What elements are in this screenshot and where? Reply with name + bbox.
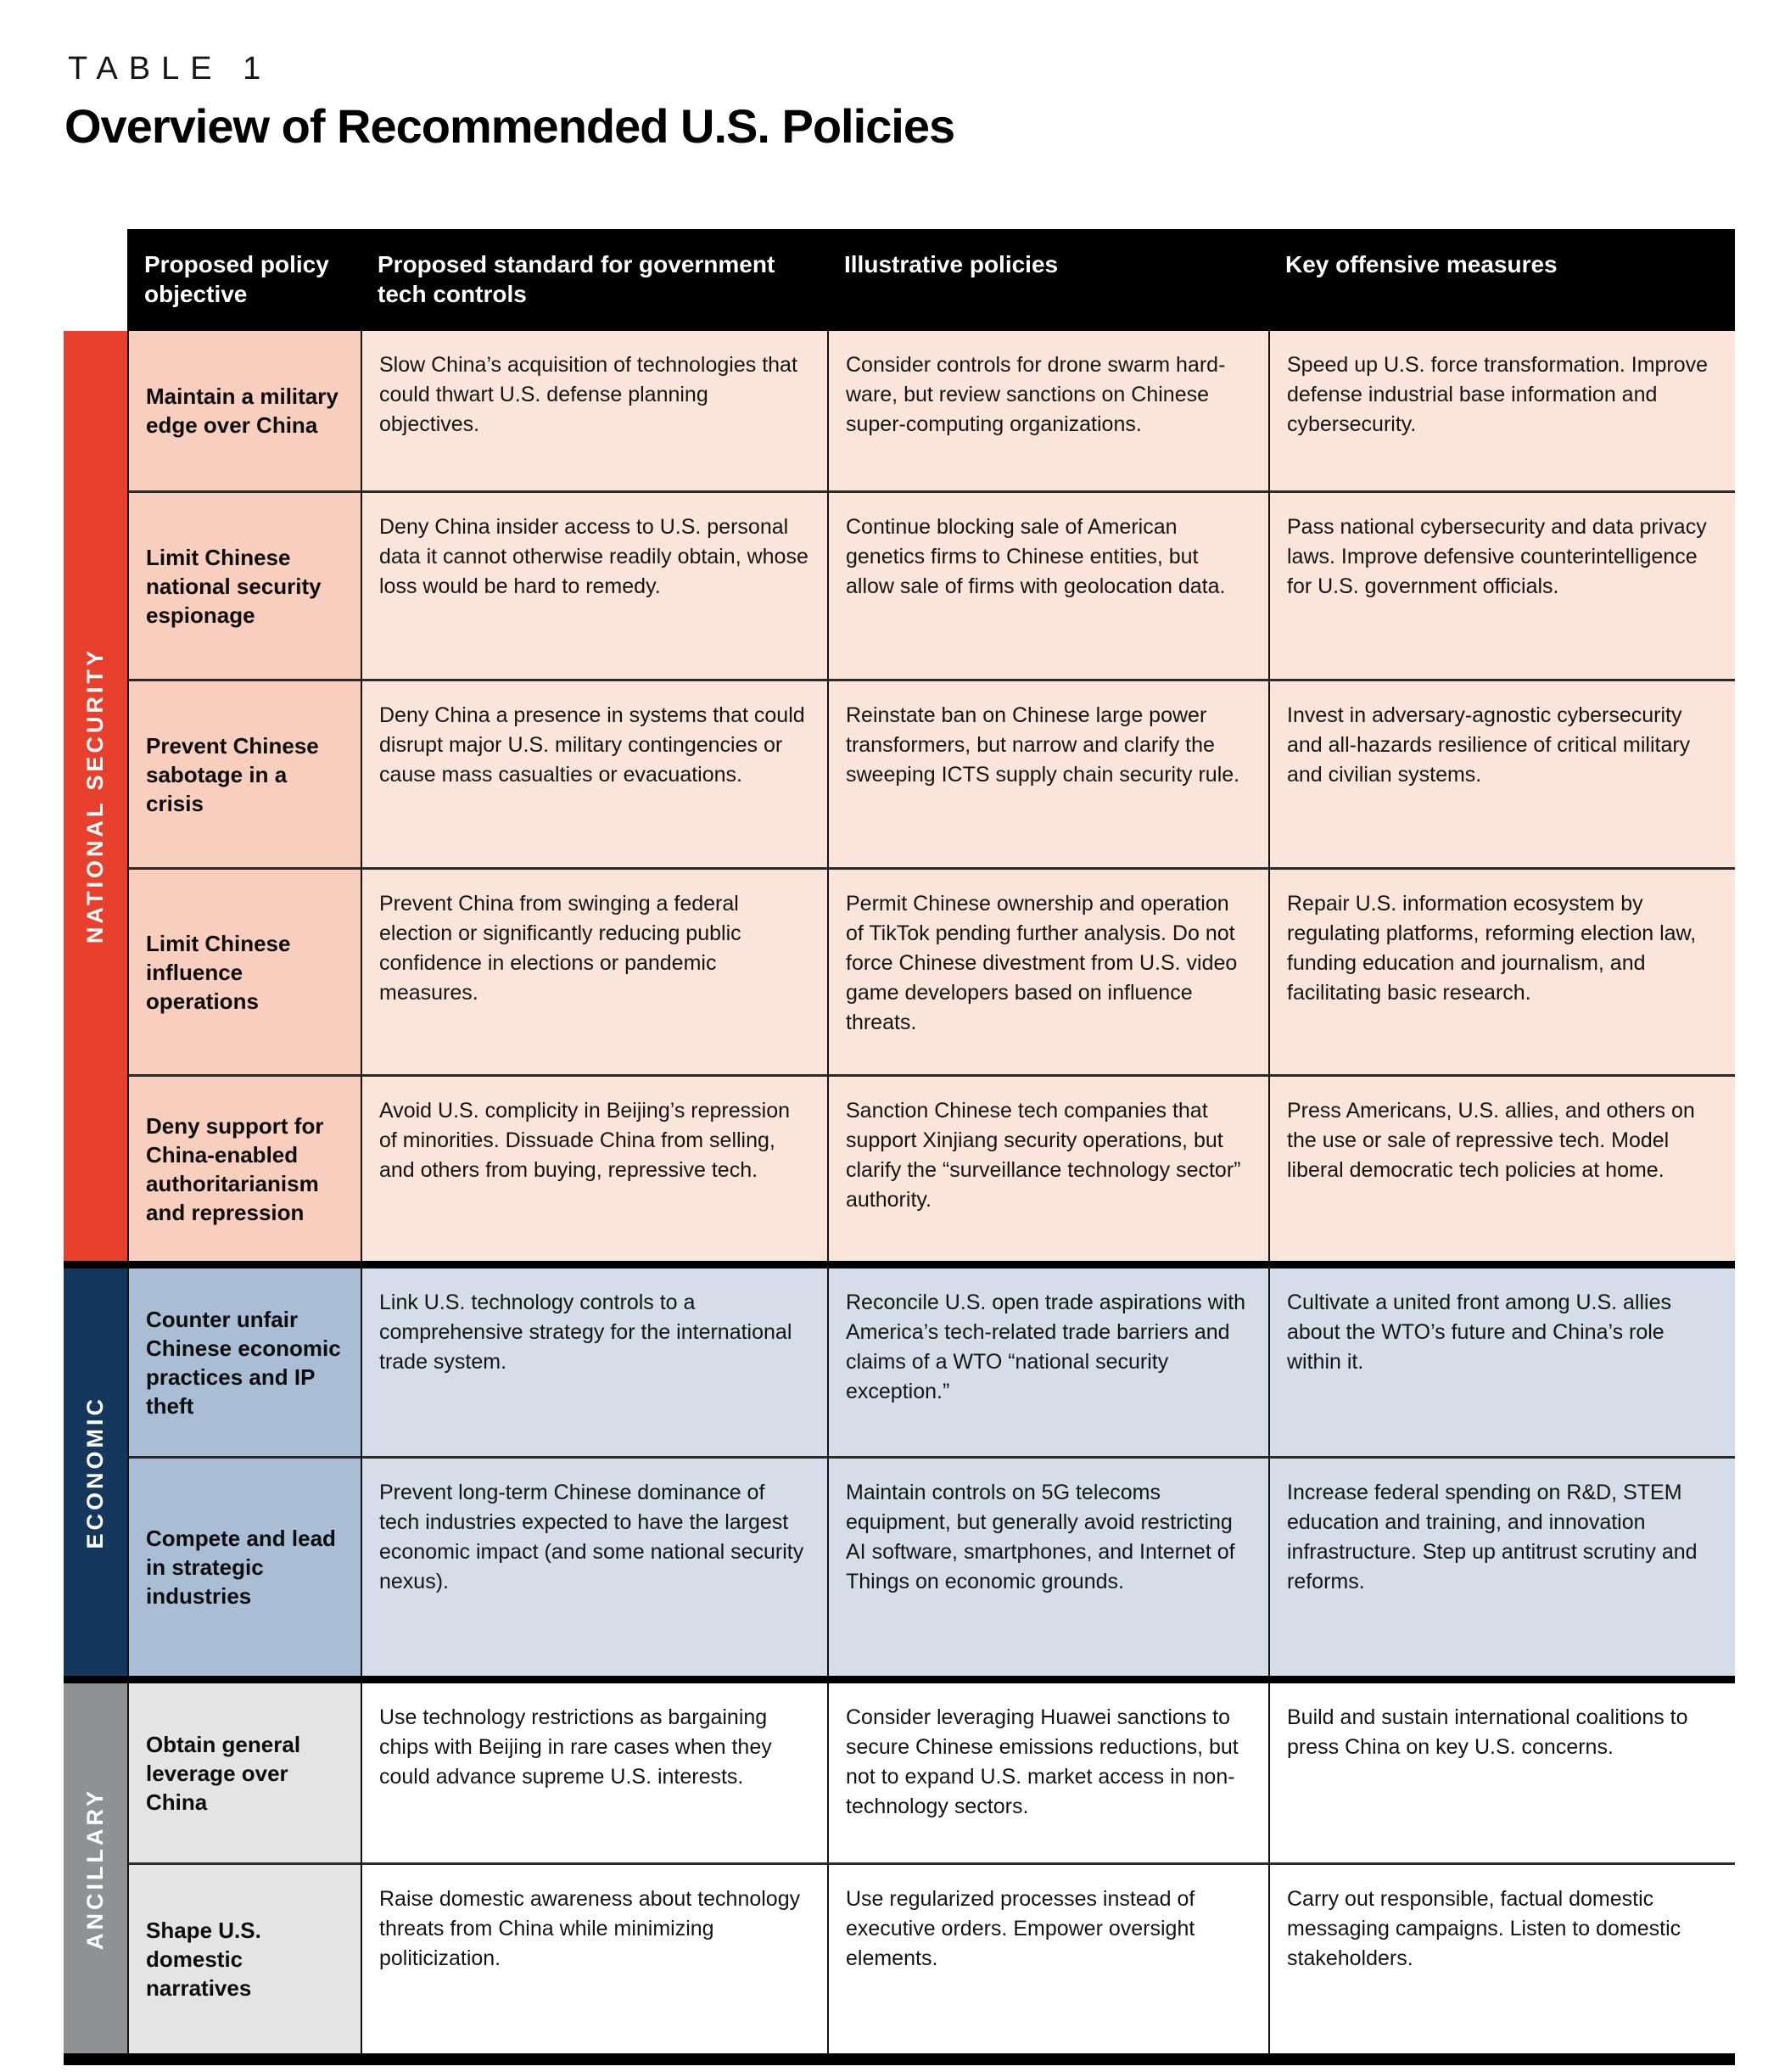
cell-objective bbox=[127, 1074, 361, 1261]
table-kicker: TABLE 1 bbox=[68, 51, 272, 87]
cell-illustrative: Reconcile U.S. open trade aspirations with America’s tech-related trade barriers and claims of a WTO “national security exception.” bbox=[827, 1261, 1268, 1456]
objective-text: Limit Chinese influence operations bbox=[146, 930, 291, 1014]
cell-standard: Raise domestic awareness about technology threats from China while minimizing politicization. bbox=[361, 1862, 827, 2053]
page-title: Overview of Recommended U.S. Policies bbox=[64, 99, 955, 153]
cell-standard: Deny China a presence in systems that could disrupt major U.S. military contingencies or cause mass casualties or evacuations. bbox=[361, 679, 827, 867]
cell-illustrative: Consider controls for drone swarm hardware, but review sanctions on Chinese super-computing organizations. bbox=[827, 331, 1268, 490]
objective-text: Limit Chinese national security espionage bbox=[146, 544, 322, 628]
cell-offensive: Cultivate a united front among U.S. allies about the WTO’s future and China’s role within it. bbox=[1268, 1261, 1735, 1456]
cell-objective bbox=[127, 1676, 361, 1862]
cell-standard: Prevent China from swinging a federal election or significantly reducing public confidence in elections or pandemic measures. bbox=[361, 867, 827, 1074]
column-header-illustrative: Illustrative policies bbox=[827, 229, 1268, 331]
cell-illustrative: Sanction Chinese tech companies that support Xinjiang security operations, but clarify the “surveillance technology sector” authority. bbox=[827, 1074, 1268, 1261]
cell-standard: Avoid U.S. complicity in Beijing’s repression of minorities. Dissuade China from selling, and others from buying, repressive tech. bbox=[361, 1074, 827, 1261]
cell-offensive: Speed up U.S. force transformation. Improve defense industrial base information and cybersecurity. bbox=[1268, 331, 1735, 490]
header-corner-spacer bbox=[64, 229, 127, 331]
objective-text: Deny support for China-enabled authoritarianism and repression bbox=[146, 1112, 324, 1225]
objective-text: Obtain general leverage over China bbox=[146, 1731, 301, 1815]
cell-offensive: Increase federal spending on R&D, STEM education and training, and innovation infrastructure. Step up antitrust scrutiny and reforms. bbox=[1268, 1456, 1735, 1676]
cell-objective bbox=[127, 1261, 361, 1456]
policy-table bbox=[64, 229, 1735, 2065]
section-label-ancillary bbox=[64, 1676, 127, 2053]
cell-illustrative: Permit Chinese ownership and operation of TikTok pending further analysis. Do not force Chinese divestment from U.S. video game developers based on influence threats. bbox=[827, 867, 1268, 1074]
column-header-objective: Proposed policy objective bbox=[127, 229, 361, 331]
column-header-offensive: Key offensive measures bbox=[1268, 229, 1735, 331]
objective-text: Counter unfair Chinese economic practices and IP theft bbox=[146, 1306, 341, 1419]
cell-offensive: Repair U.S. information ecosystem by regulating platforms, reforming election law, funding education and journalism, and facilitating basic research. bbox=[1268, 867, 1735, 1074]
cell-offensive: Carry out responsible, factual domestic messaging campaigns. Listen to domestic stakeholders. bbox=[1268, 1862, 1735, 2053]
cell-objective bbox=[127, 679, 361, 867]
cell-offensive: Invest in adversary-agnostic cybersecurity and all-hazards resilience of critical military and civilian systems. bbox=[1268, 679, 1735, 867]
cell-standard: Use technology restrictions as bargaining chips with Beijing in rare cases when they could advance supreme U.S. interests. bbox=[361, 1676, 827, 1862]
section-label-text: ECONOMIC bbox=[82, 1395, 108, 1549]
objective-text: Prevent Chinese sabotage in a crisis bbox=[146, 732, 319, 816]
cell-objective bbox=[127, 331, 361, 490]
objective-text: Compete and lead in strategic industries bbox=[146, 1526, 336, 1609]
column-header-standard: Proposed standard for government tech controls bbox=[361, 229, 827, 331]
cell-objective bbox=[127, 867, 361, 1074]
section-label-text: NATIONAL SECURITY bbox=[82, 647, 108, 944]
cell-illustrative: Use regularized processes instead of executive orders. Empower oversight elements. bbox=[827, 1862, 1268, 2053]
cell-objective bbox=[127, 1862, 361, 2053]
cell-offensive: Pass national cybersecurity and data privacy laws. Improve defensive counterintelligence for U.S. government officials. bbox=[1268, 490, 1735, 679]
cell-standard: Slow China’s acquisition of technologies that could thwart U.S. defense planning objectives. bbox=[361, 331, 827, 490]
cell-offensive: Build and sustain international coalitions to press China on key U.S. concerns. bbox=[1268, 1676, 1735, 1862]
cell-offensive: Press Americans, U.S. allies, and others on the use or sale of repressive tech. Model liberal democratic tech policies at home. bbox=[1268, 1074, 1735, 1261]
cell-illustrative: Continue blocking sale of American genetics firms to Chinese entities, but allow sale of firms with geolocation data. bbox=[827, 490, 1268, 679]
cell-illustrative: Maintain controls on 5G telecoms equipment, but generally avoid restricting AI software, smartphones, and Internet of Things on economic grounds. bbox=[827, 1456, 1268, 1676]
objective-text: Maintain a military edge over China bbox=[146, 384, 338, 438]
section-label-economic bbox=[64, 1261, 127, 1676]
cell-illustrative: Consider leveraging Huawei sanctions to secure Chinese emissions reductions, but not to expand U.S. market access in non-technology sectors. bbox=[827, 1676, 1268, 1862]
cell-illustrative: Reinstate ban on Chinese large power transformers, but narrow and clarify the sweeping ICTS supply chain security rule. bbox=[827, 679, 1268, 867]
objective-text: Shape U.S. domestic narratives bbox=[146, 1918, 261, 2001]
cell-standard: Deny China insider access to U.S. personal data it cannot otherwise readily obtain, whose loss would be hard to remedy. bbox=[361, 490, 827, 679]
section-label-text: ANCILLARY bbox=[82, 1787, 108, 1950]
cell-standard: Prevent long-term Chinese dominance of tech industries expected to have the largest economic impact (and some national security nexus). bbox=[361, 1456, 827, 1676]
cell-standard: Link U.S. technology controls to a comprehensive strategy for the international trade system. bbox=[361, 1261, 827, 1456]
cell-objective bbox=[127, 490, 361, 679]
section-label-national-security bbox=[64, 331, 127, 1261]
cell-objective bbox=[127, 1456, 361, 1676]
